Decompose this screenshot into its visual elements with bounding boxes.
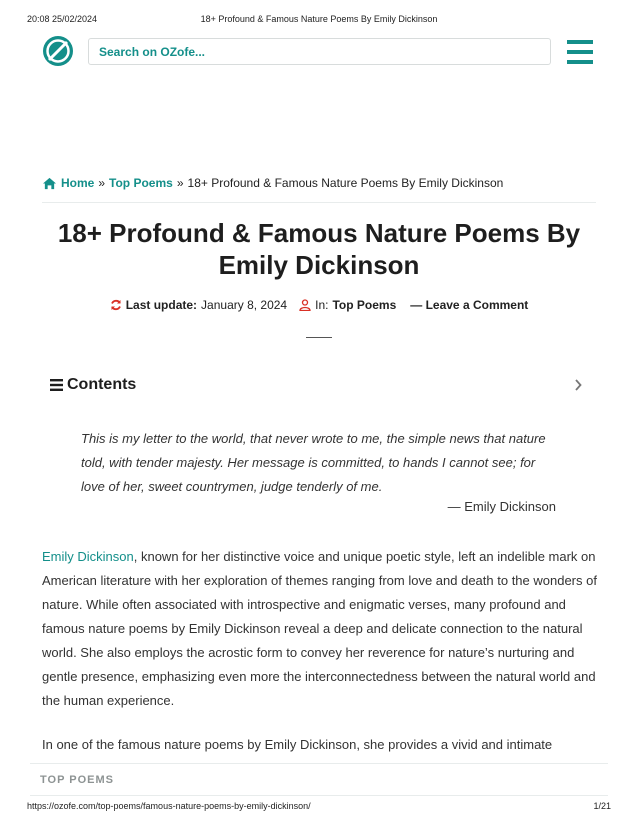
divider bbox=[306, 337, 332, 338]
hamburger-menu-icon[interactable] bbox=[567, 40, 593, 64]
footer-category-label[interactable]: TOP POEMS bbox=[40, 774, 115, 786]
divider bbox=[42, 202, 596, 203]
breadcrumb-home-link[interactable]: Home bbox=[61, 176, 95, 190]
home-icon[interactable] bbox=[42, 177, 57, 190]
second-paragraph: In one of the famous nature poems by Emily Dickinson, she provides a vivid and intimate bbox=[42, 737, 553, 752]
print-page-number: 1/21 bbox=[593, 801, 611, 811]
refresh-icon bbox=[110, 299, 122, 311]
post-meta bbox=[42, 298, 596, 312]
contents-label: Contents bbox=[67, 376, 137, 393]
intro-paragraph bbox=[42, 545, 598, 713]
quote-attribution: — Emily Dickinson bbox=[447, 499, 556, 514]
divider bbox=[30, 763, 608, 764]
print-datetime: 20:08 25/02/2024 bbox=[27, 14, 98, 24]
leave-comment-link[interactable]: — Leave a Comment bbox=[410, 298, 529, 312]
last-update-date: January 8, 2024 bbox=[201, 298, 288, 312]
post-category-link[interactable]: Top Poems bbox=[332, 298, 397, 312]
chevron-right-icon[interactable] bbox=[574, 379, 582, 391]
search-input[interactable]: Search on OZofe... bbox=[88, 38, 551, 65]
divider bbox=[30, 795, 608, 796]
intro-text: , known for her distinctive voice and unique poetic style, left an indelible mark on American literature with her exploration of themes ranging from love and death to the wonders of nature. While often associated with introspective and enigmatic verses, many profound and famous nature poems by Emily Dickinson reveal a deep and delicate connection to the natural world. She also employs the acrostic form to convey her reverence for nature’s nurturing and gentle presence, emphasizing even more the interconnectedness between the natural world and the human experience. bbox=[42, 549, 597, 708]
emily-dickinson-link[interactable]: Emily Dickinson bbox=[42, 549, 134, 564]
page-title: 18+ Profound & Famous Nature Poems By Emily Dickinson bbox=[57, 218, 581, 280]
last-update-label: Last update: bbox=[125, 298, 198, 312]
user-icon bbox=[299, 299, 311, 311]
breadcrumb bbox=[42, 176, 503, 190]
in-label: In: bbox=[315, 298, 329, 312]
breadcrumb-separator: » bbox=[176, 176, 184, 190]
breadcrumb-separator: » bbox=[98, 176, 106, 190]
print-url: https://ozofe.com/top-poems/famous-nature-poems-by-emily-dickinson/ bbox=[27, 801, 311, 811]
list-icon bbox=[50, 379, 63, 391]
breadcrumb-category-link[interactable]: Top Poems bbox=[109, 176, 173, 190]
table-of-contents-toggle[interactable] bbox=[50, 376, 582, 394]
ozofe-logo-icon[interactable] bbox=[42, 35, 74, 67]
epigraph-quote: This is my letter to the world, that never wrote to me, the simple news that nature told, with tender majesty. Her message is committed, to hands I cannot see; for love of her, sweet countrymen, judge tenderly of me. bbox=[81, 431, 546, 494]
print-page-title: 18+ Profound & Famous Nature Poems By Emily Dickinson bbox=[200, 14, 438, 24]
breadcrumb-current: 18+ Profound & Famous Nature Poems By Emily Dickinson bbox=[187, 176, 504, 190]
